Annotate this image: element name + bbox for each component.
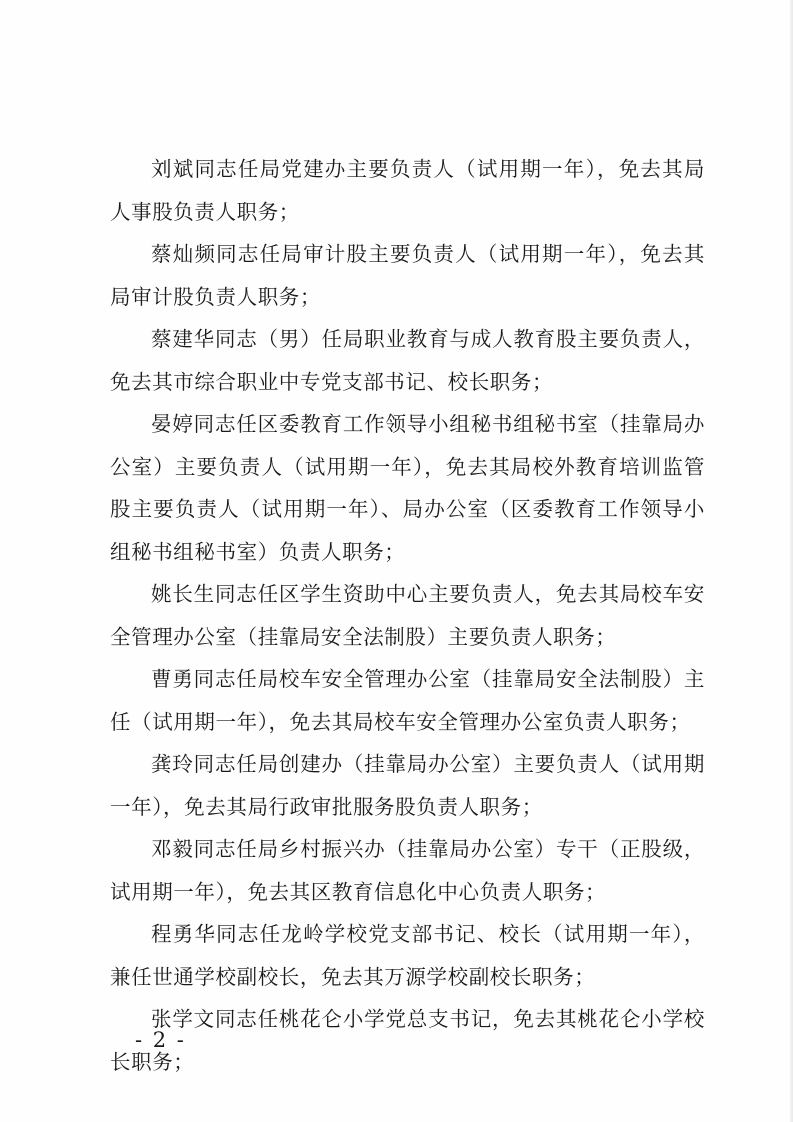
- document-body: [110, 148, 705, 1083]
- appointment-paragraph: 蔡建华同志（男）任局职业教育与成人教育股主要负责人，免去其市综合职业中专党支部书记、校长职务；: [110, 327, 705, 394]
- page-number: - 2 -: [135, 1028, 186, 1052]
- appointment-paragraph: 蔡灿频同志任局审计股主要负责人（试用期一年），免去其局审计股负责人职务；: [110, 242, 705, 309]
- appointment-paragraph: 龚玲同志任局创建办（挂靠局办公室）主要负责人（试用期一年），免去其局行政审批服务股负责人职务；: [110, 752, 705, 819]
- appointment-paragraph: 邓毅同志任局乡村振兴办（挂靠局办公室）专干（正股级，试用期一年），免去其区教育信息化中心负责人职务；: [110, 837, 705, 904]
- appointment-paragraph: 程勇华同志任龙岭学校党支部书记、校长（试用期一年），兼任世通学校副校长，免去其万源学校副校长职务；: [110, 922, 705, 989]
- appointment-paragraph: 刘斌同志任局党建办主要负责人（试用期一年），免去其局人事股负责人职务；: [110, 157, 705, 224]
- appointment-paragraph: 曹勇同志任局校车安全管理办公室（挂靠局安全法制股）主任（试用期一年），免去其局校车安全管理办公室负责人职务；: [110, 667, 705, 734]
- appointment-paragraph: 晏婷同志任区委教育工作领导小组秘书组秘书室（挂靠局办公室）主要负责人（试用期一年），免去其局校外教育培训监管股主要负责人（试用期一年）、局办公室（区委教育工作领导小组秘书组秘书室）负责人职务；: [110, 412, 705, 564]
- appointment-paragraph: 张学文同志任桃花仑小学党总支书记，免去其桃花仑小学校长职务；: [110, 1007, 705, 1074]
- appointment-paragraph: 姚长生同志任区学生资助中心主要负责人，免去其局校车安全管理办公室（挂靠局安全法制股）主要负责人职务；: [110, 582, 705, 649]
